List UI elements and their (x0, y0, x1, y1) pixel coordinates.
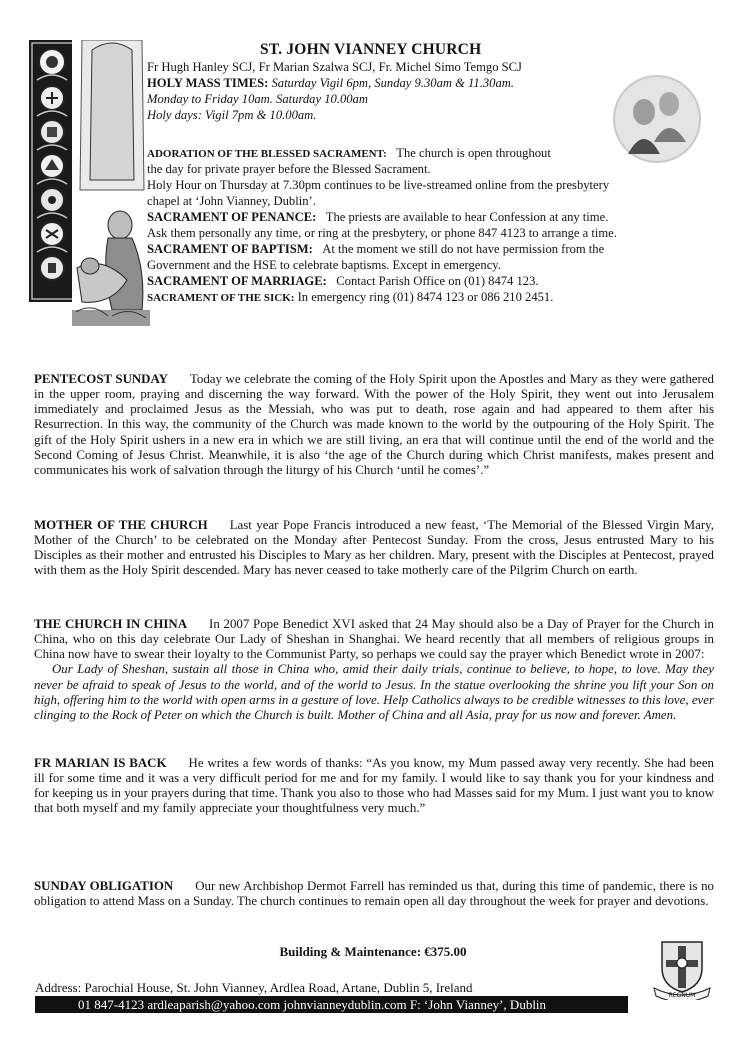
mother-heading: MOTHER OF THE CHURCH (34, 518, 208, 532)
mass-times-line (147, 76, 514, 91)
holy-hour-line-2: chapel at ‘John Vianney, Dublin’. (147, 194, 316, 208)
marian-body: He writes a few words of thanks: “As you know, my Mum passed away very recently. She had been ill for some time and it was a very difficult period for me and for my family. I would like to say thank you for your kindness and for keeping us in your prayers during that time. Thank you also to those who had Masses said for my Mum. I just want you to know that both myself and my family appreciate your thoughtfulness very much.” (34, 756, 715, 816)
pentecost-section (34, 372, 714, 478)
penance-line-2: Ask them personally any time, or ring at the presbytery, or phone 847 4123 to arrange a time. (147, 226, 617, 240)
baptism-text: At the moment we still do not have permission from the (322, 242, 605, 256)
penance-text: The priests are available to hear Confession at any time. (325, 210, 609, 224)
adoration-text: The church is open throughout (396, 146, 551, 160)
saints-portrait-icon (612, 74, 702, 164)
china-body: In 2007 Pope Benedict XVI asked that 24 May should also be a Day of Prayer for the Church in China, who on this day celebrate Our Lady of Sheshan in Shanghai. We heard recently that all members of religious groups in China now have to swear their loyalty to the Communist Party, so perhaps we could say the prayer which Benedict wrote in 2007: (34, 617, 714, 662)
marian-heading: FR MARIAN IS BACK (34, 756, 167, 770)
clergy-line: Fr Hugh Hanley SCJ, Fr Marian Szalwa SCJ, Fr. Michel Simo Temgo SCJ (147, 60, 522, 74)
pieta-icon (72, 40, 150, 326)
obligation-body: Our new Archbishop Dermot Farrell has reminded us that, during this time of pandemic, there is no obligation to attend Mass on a Sunday. The church continues to remain open all day throughout the week for prayer and devotions. (34, 879, 714, 909)
china-heading: THE CHURCH IN CHINA (34, 617, 188, 631)
church-title: ST. JOHN VIANNEY CHURCH (260, 41, 482, 58)
mother-body: Last year Pope Francis introduced a new feast, ‘The Memorial of the Blessed Virgin Mary, Mother of the Church’ to be celebrated on the Monday after Pentecost Sunday. From the cross, Jesus entrusted Mary to his Disciples as their mother and entrusted his Disciples to Mary as her children. Mary, present with the Disciples at Pentecost, prayed with them as the Holy Spirit descended. Mary has never ceased to take motherly care of the Pilgrim Church on earth. (34, 518, 714, 578)
crest-motto: REGNUM (668, 992, 696, 999)
baptism-line-2: Government and the HSE to celebrate baptisms. Except in emergency. (147, 258, 501, 272)
penance-line (147, 210, 608, 225)
adoration-line-2: the day for private prayer before the Blessed Sacrament. (147, 162, 431, 176)
pentecost-body: Today we celebrate the coming of the Holy Spirit upon the Apostles and Mary as they were gathered in the upper room, praying and discerning the way forward. With the power of the Holy Spirit, they went out into Jerusalem immediately and proclaimed Jesus as the Messiah, who was put to death, rose again and had appeared to them after his Resurrection. In this way, the community of the Church was made known to the world by the outpouring of the Holy Spirit. The gift of the Holy Spirit ushers in a new era in which we are still living, an era that will continue until the end of the world and the Second Coming of Jesus Christ. Meanwhile, it is also ‘the age of the Church during which Christ manifests, makes present and communicates his work of salvation through the liturgy of his Church ‘until he comes’.” (34, 372, 714, 477)
marriage-line (147, 274, 539, 289)
building-maintenance: Building & Maintenance: €375.00 (279, 944, 467, 959)
stained-glass-icon (29, 40, 76, 302)
crest-icon (652, 938, 712, 1000)
marriage-label: SACRAMENT OF MARRIAGE: (147, 274, 327, 288)
adoration-line (147, 146, 551, 162)
sick-label: SACRAMENT OF THE SICK: (147, 292, 295, 304)
china-section (34, 617, 714, 723)
contact-bar: 01 847-4123 ardleaparish@yahoo.com johnvianneydublin.com F: ‘John Vianney’, Dublin (35, 996, 628, 1013)
sick-line (147, 290, 553, 306)
holy-days-line: Holy days: Vigil 7pm & 10.00am. (147, 108, 317, 122)
marriage-text: Contact Parish Office on (01) 8474 123. (336, 274, 539, 288)
obligation-heading: SUNDAY OBLIGATION (34, 879, 174, 893)
address-line: Address: Parochial House, St. John Vianney, Ardlea Road, Artane, Dublin 5, Ireland (35, 980, 473, 995)
baptism-label: SACRAMENT OF BAPTISM: (147, 242, 313, 256)
marian-section (34, 756, 714, 817)
baptism-line (147, 242, 604, 257)
obligation-section (34, 879, 714, 909)
mass-times-value: Saturday Vigil 6pm, Sunday 9.30am & 11.30am. (271, 76, 514, 90)
holy-hour-line: Holy Hour on Thursday at 7.30pm continues to be live-streamed online from the presbytery (147, 178, 610, 192)
mass-times-label: HOLY MASS TIMES: (147, 76, 269, 90)
mother-section (34, 518, 714, 579)
penance-label: SACRAMENT OF PENANCE: (147, 210, 317, 224)
sick-text: In emergency ring (01) 8474 123 or 086 210 2451. (297, 290, 554, 304)
adoration-label: ADORATION OF THE BLESSED SACRAMENT: (147, 148, 387, 160)
china-prayer: Our Lady of Sheshan, sustain all those in China who, amid their daily trials, continue to believe, to hope, to love. May they never be afraid to speak of Jesus to the world, and of the world to Jesus. In the statue overlooking the shrine you lift your Son on high, offering him to the world with open arms in a gesture of love. Help Catholics always to be credible witnesses to this love, ever clinging to the Rock of Peter on which the Church is built. Mother of China and all Asia, pray for us now and forever. Amen. (34, 662, 714, 722)
weekday-mass-line: Monday to Friday 10am. Saturday 10.00am (147, 92, 368, 106)
pentecost-heading: PENTECOST SUNDAY (34, 372, 168, 386)
